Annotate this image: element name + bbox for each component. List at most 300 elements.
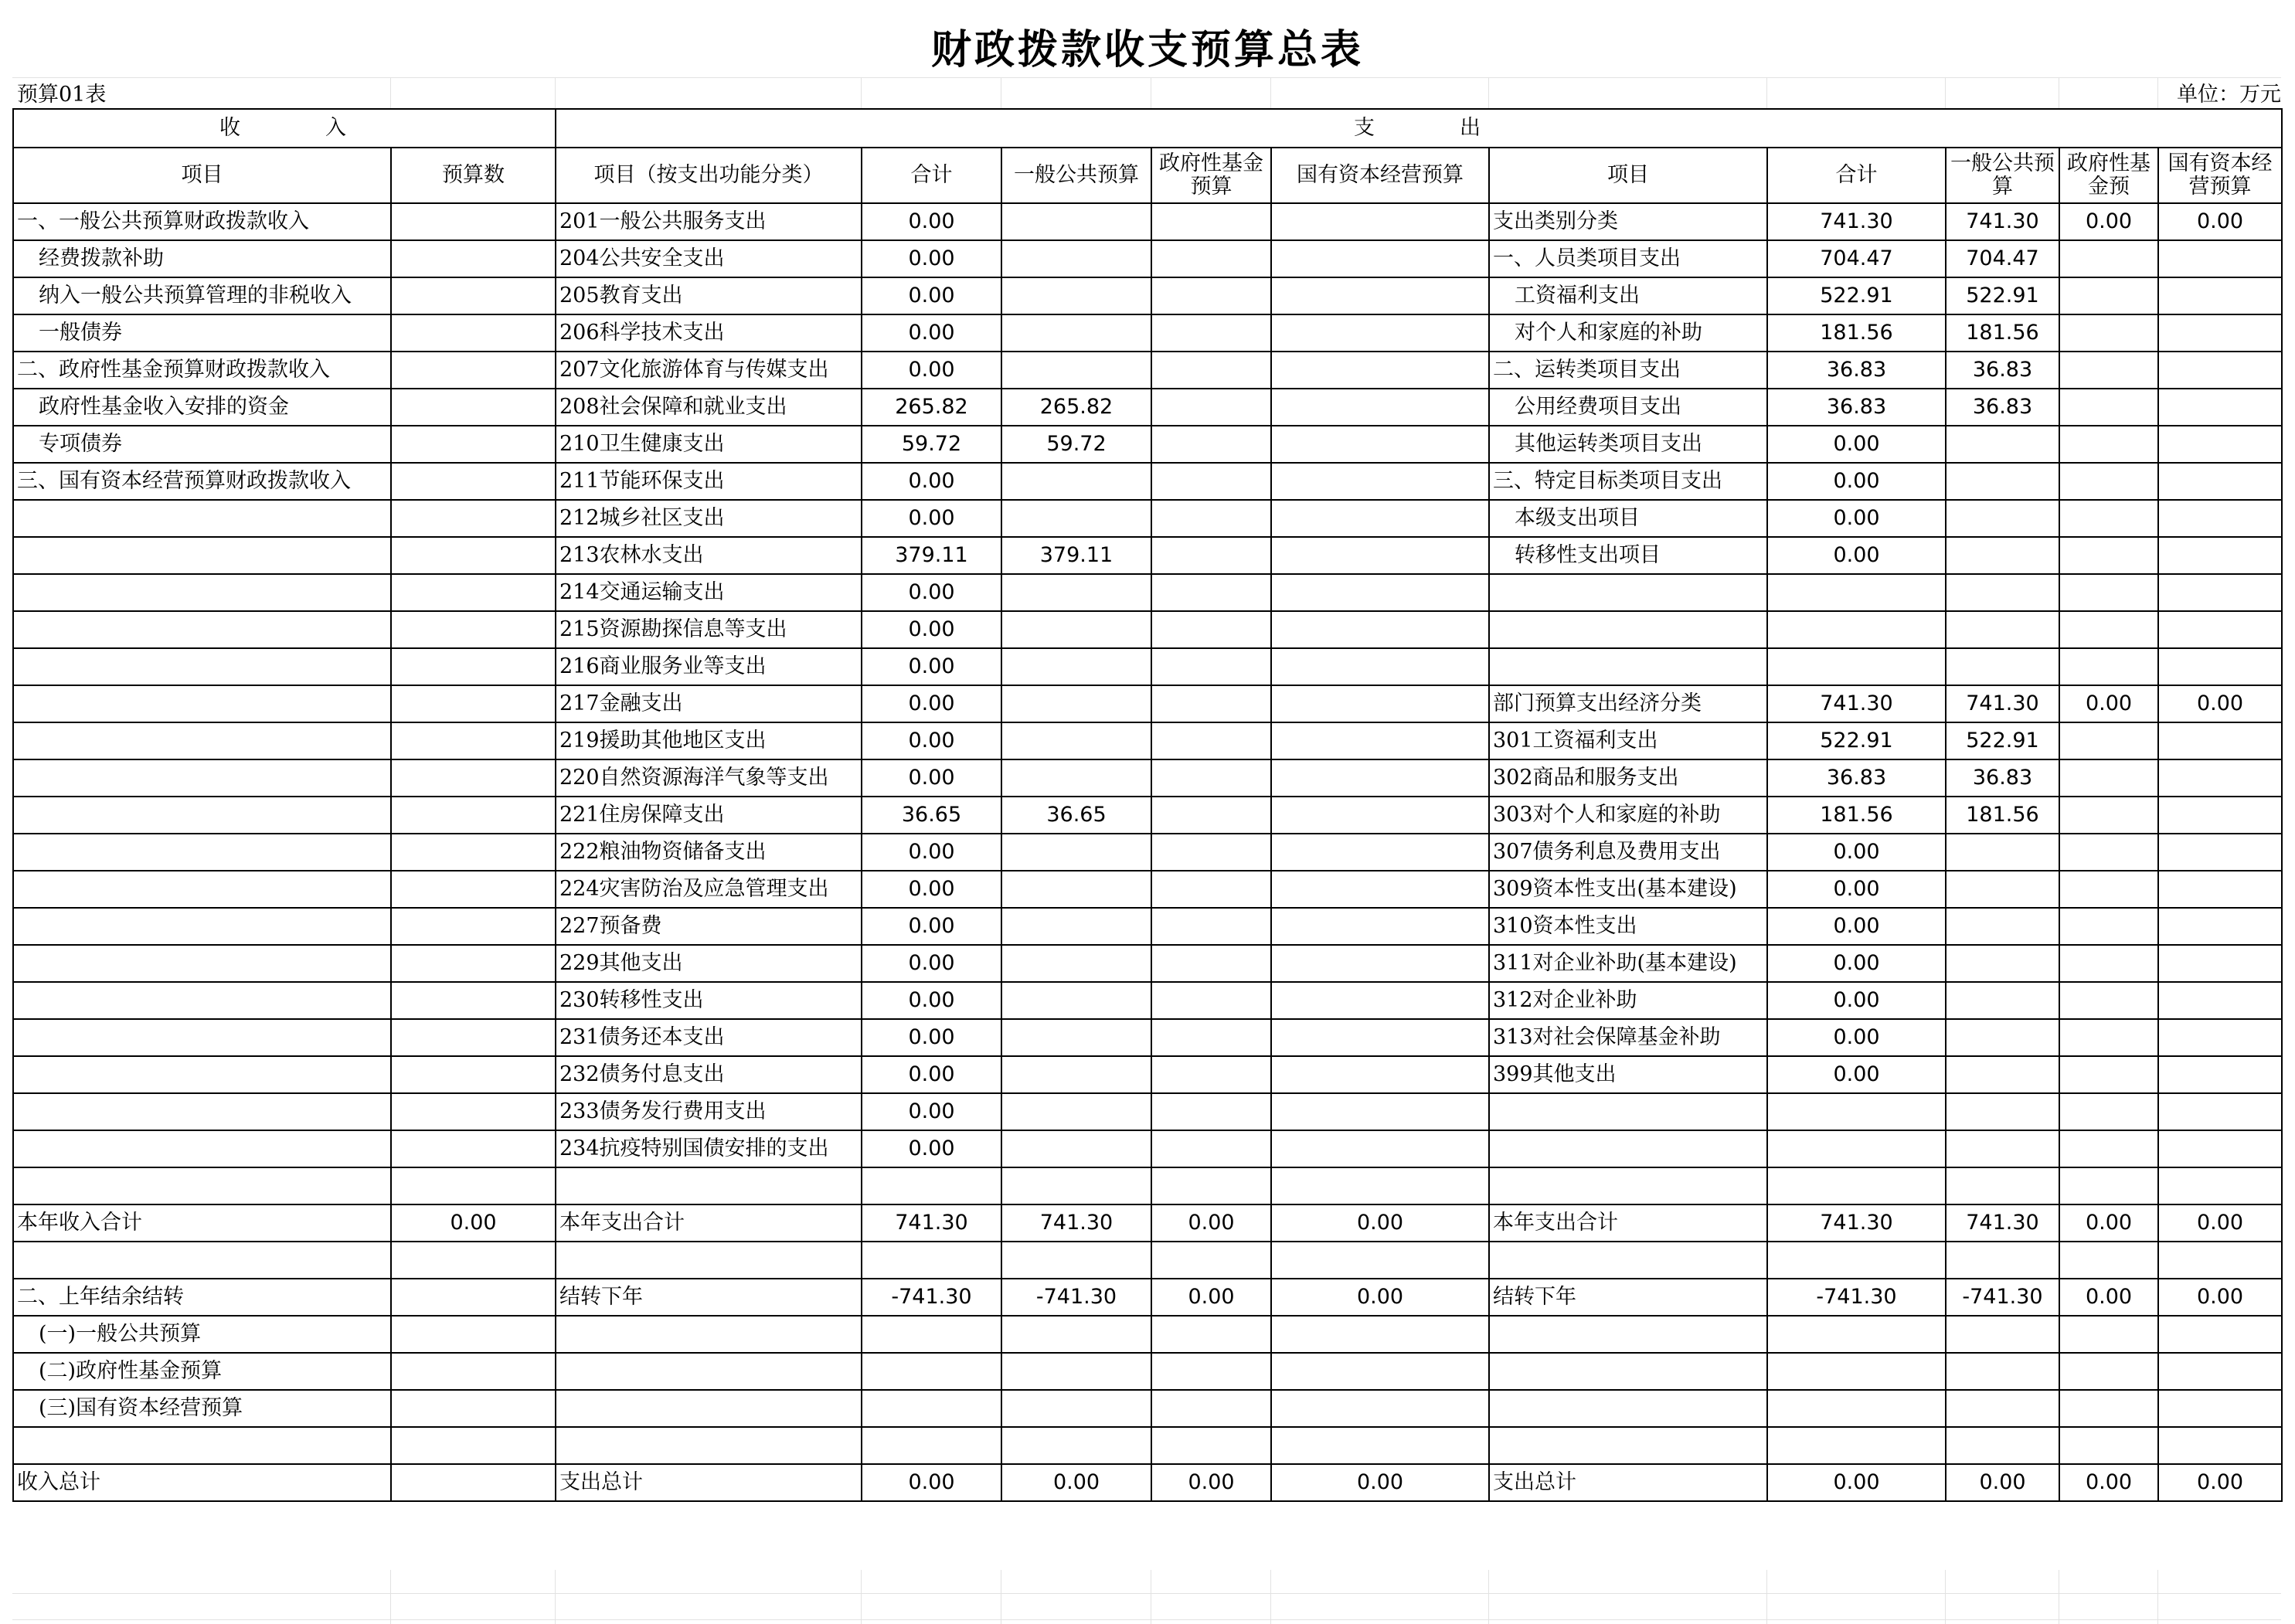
table-cell xyxy=(1151,426,1271,463)
table-cell: 0.00 xyxy=(862,759,1001,797)
table-cell: 213农林水支出 xyxy=(556,537,862,574)
table-cell xyxy=(1767,1167,1946,1204)
table-cell xyxy=(1946,1427,2059,1464)
table-cell: 229其他支出 xyxy=(556,945,862,982)
table-cell xyxy=(2059,1130,2158,1167)
table-cell xyxy=(1001,871,1151,908)
table-cell: 211节能环保支出 xyxy=(556,463,862,500)
table-cell xyxy=(1151,685,1271,722)
table-cell xyxy=(2059,1056,2158,1093)
table-cell: 232债务付息支出 xyxy=(556,1056,862,1093)
table-cell xyxy=(391,685,556,722)
table-cell xyxy=(391,1093,556,1130)
table-cell: 224灾害防治及应急管理支出 xyxy=(556,871,862,908)
table-cell: 工资福利支出 xyxy=(1489,277,1767,314)
table-cell xyxy=(2059,537,2158,574)
table-cell: -741.30 xyxy=(1767,1279,1946,1316)
table-row xyxy=(13,1316,2282,1353)
table-cell: 301工资福利支出 xyxy=(1489,722,1767,759)
table-cell: 本年支出合计 xyxy=(556,1204,862,1242)
table-cell xyxy=(1001,648,1151,685)
table-cell xyxy=(391,500,556,537)
table-row xyxy=(13,1019,2282,1056)
table-cell: 二、上年结余结转 xyxy=(13,1279,391,1316)
table-cell: 181.56 xyxy=(1946,797,2059,834)
table-cell xyxy=(556,1167,862,1204)
table-cell: 0.00 xyxy=(862,722,1001,759)
section-header-row xyxy=(13,109,2282,148)
table-cell xyxy=(1001,500,1151,537)
table-cell xyxy=(1767,611,1946,648)
table-cell xyxy=(391,1242,556,1279)
table-cell: 0.00 xyxy=(1767,537,1946,574)
table-cell xyxy=(1001,982,1151,1019)
table-cell: 0.00 xyxy=(862,611,1001,648)
table-cell: 212城乡社区支出 xyxy=(556,500,862,537)
table-cell: 0.00 xyxy=(1151,1204,1271,1242)
table-cell: 支出总计 xyxy=(556,1464,862,1501)
table-cell xyxy=(1001,240,1151,277)
table-cell: 部门预算支出经济分类 xyxy=(1489,685,1767,722)
table-cell xyxy=(1946,1353,2059,1390)
table-cell: 0.00 xyxy=(862,352,1001,389)
table-cell: 522.91 xyxy=(1946,722,2059,759)
table-cell: 三、特定目标类项目支出 xyxy=(1489,463,1767,500)
table-row xyxy=(13,982,2282,1019)
table-cell xyxy=(2158,722,2282,759)
table-cell xyxy=(13,871,391,908)
table-cell xyxy=(2059,759,2158,797)
table-cell xyxy=(2059,1316,2158,1353)
table-cell xyxy=(862,1316,1001,1353)
table-cell xyxy=(1001,203,1151,240)
table-cell xyxy=(1151,1167,1271,1204)
table-cell xyxy=(556,1316,862,1353)
table-cell xyxy=(2158,834,2282,871)
table-cell xyxy=(391,871,556,908)
table-cell: 231债务还本支出 xyxy=(556,1019,862,1056)
table-cell: 0.00 xyxy=(391,1204,556,1242)
table-cell xyxy=(1001,1019,1151,1056)
table-cell xyxy=(2059,463,2158,500)
table-cell: 一、一般公共预算财政拨款收入 xyxy=(13,203,391,240)
gridline xyxy=(2157,1570,2158,1624)
gridline xyxy=(2157,77,2158,108)
column-header-row xyxy=(13,148,2282,203)
table-cell xyxy=(2158,1316,2282,1353)
table-cell xyxy=(1489,1130,1767,1167)
table-cell xyxy=(1271,1093,1489,1130)
table-cell: 206科学技术支出 xyxy=(556,314,862,352)
table-cell xyxy=(391,277,556,314)
table-cell xyxy=(556,1427,862,1464)
table-cell xyxy=(1271,1019,1489,1056)
col-total: 合计 xyxy=(862,148,1001,203)
table-cell xyxy=(1271,1427,1489,1464)
table-cell: 本级支出项目 xyxy=(1489,500,1767,537)
gridline xyxy=(861,77,862,108)
table-cell xyxy=(391,759,556,797)
table-cell xyxy=(862,1167,1001,1204)
table-cell: 307债务利息及费用支出 xyxy=(1489,834,1767,871)
table-cell xyxy=(391,1316,556,1353)
table-cell xyxy=(391,352,556,389)
table-cell xyxy=(2059,389,2158,426)
table-cell xyxy=(391,1279,556,1316)
table-cell xyxy=(1001,945,1151,982)
gridline xyxy=(861,1570,862,1624)
table-cell: 政府性基金收入安排的资金 xyxy=(13,389,391,426)
table-cell: 207文化旅游体育与传媒支出 xyxy=(556,352,862,389)
table-cell xyxy=(862,1427,1001,1464)
table-cell xyxy=(391,908,556,945)
table-cell xyxy=(391,1427,556,1464)
table-cell: 201一般公共服务支出 xyxy=(556,203,862,240)
table-cell: 36.83 xyxy=(1946,352,2059,389)
table-cell xyxy=(13,1167,391,1204)
table-cell: 265.82 xyxy=(1001,389,1151,426)
table-cell xyxy=(1151,1427,1271,1464)
table-cell xyxy=(1767,1093,1946,1130)
col-exp-func-item: 项目（按支出功能分类） xyxy=(556,148,862,203)
table-cell xyxy=(2158,648,2282,685)
table-cell xyxy=(2158,871,2282,908)
gridline xyxy=(1270,77,1271,108)
table-cell xyxy=(1946,982,2059,1019)
table-cell xyxy=(391,1390,556,1427)
table-cell: 309资本性支出(基本建设) xyxy=(1489,871,1767,908)
table-cell: 本年支出合计 xyxy=(1489,1204,1767,1242)
table-cell: 36.83 xyxy=(1767,759,1946,797)
table-cell xyxy=(1489,1427,1767,1464)
table-cell: -741.30 xyxy=(862,1279,1001,1316)
table-cell xyxy=(391,797,556,834)
table-cell xyxy=(1151,352,1271,389)
table-row xyxy=(13,685,2282,722)
table-cell xyxy=(1946,611,2059,648)
table-cell xyxy=(13,1242,391,1279)
table-cell: 0.00 xyxy=(862,277,1001,314)
table-cell: 0.00 xyxy=(1271,1204,1489,1242)
col-exp-item: 项目 xyxy=(1489,148,1767,203)
gridline xyxy=(1766,1570,1767,1624)
table-cell xyxy=(2158,240,2282,277)
table-cell: 收入总计 xyxy=(13,1464,391,1501)
table-cell: 0.00 xyxy=(2158,1204,2282,1242)
table-cell xyxy=(391,389,556,426)
table-cell xyxy=(2158,1130,2282,1167)
table-cell xyxy=(1767,1316,1946,1353)
table-cell xyxy=(1151,574,1271,611)
table-cell: 379.11 xyxy=(862,537,1001,574)
table-cell xyxy=(1001,1427,1151,1464)
table-cell xyxy=(1489,1167,1767,1204)
table-cell: 0.00 xyxy=(862,871,1001,908)
table-cell: 214交通运输支出 xyxy=(556,574,862,611)
table-cell: 36.65 xyxy=(1001,797,1151,834)
table-cell xyxy=(2059,1019,2158,1056)
table-cell: 220自然资源海洋气象等支出 xyxy=(556,759,862,797)
table-cell xyxy=(2158,1390,2282,1427)
table-cell xyxy=(2158,1093,2282,1130)
table-cell xyxy=(1489,1316,1767,1353)
table-cell: 181.56 xyxy=(1767,314,1946,352)
table-cell: 0.00 xyxy=(1767,982,1946,1019)
table-cell: 经费拨款补助 xyxy=(13,240,391,277)
table-cell: 36.83 xyxy=(1946,759,2059,797)
table-cell xyxy=(13,500,391,537)
table-cell xyxy=(862,1353,1001,1390)
table-cell xyxy=(1946,1056,2059,1093)
table-cell: 522.91 xyxy=(1767,722,1946,759)
table-row xyxy=(13,871,2282,908)
gridline xyxy=(1766,77,1767,108)
table-cell: 216商业服务业等支出 xyxy=(556,648,862,685)
table-cell: 对个人和家庭的补助 xyxy=(1489,314,1767,352)
table-cell: 0.00 xyxy=(2158,1464,2282,1501)
table-row xyxy=(13,277,2282,314)
table-cell: 233债务发行费用支出 xyxy=(556,1093,862,1130)
table-cell: 210卫生健康支出 xyxy=(556,426,862,463)
table-row xyxy=(13,722,2282,759)
table-cell xyxy=(1271,426,1489,463)
table-cell: 741.30 xyxy=(1001,1204,1151,1242)
table-cell xyxy=(13,834,391,871)
table-cell: 公用经费项目支出 xyxy=(1489,389,1767,426)
table-cell: 0.00 xyxy=(862,1056,1001,1093)
table-cell: 0.00 xyxy=(862,834,1001,871)
table-cell xyxy=(391,1130,556,1167)
section-expense: 支出 xyxy=(556,109,2282,148)
table-cell xyxy=(2158,352,2282,389)
table-cell xyxy=(1001,463,1151,500)
table-cell xyxy=(1001,759,1151,797)
table-cell xyxy=(13,648,391,685)
table-cell xyxy=(1001,352,1151,389)
table-cell xyxy=(1946,648,2059,685)
table-cell xyxy=(13,722,391,759)
table-cell xyxy=(2158,611,2282,648)
table-cell xyxy=(2158,314,2282,352)
table-cell xyxy=(1151,1242,1271,1279)
table-cell xyxy=(1946,1019,2059,1056)
table-cell: -741.30 xyxy=(1946,1279,2059,1316)
gridline xyxy=(12,1619,2281,1620)
table-cell xyxy=(1151,1093,1271,1130)
table-cell xyxy=(2059,1427,2158,1464)
table-cell xyxy=(2158,426,2282,463)
table-cell: 0.00 xyxy=(1946,1464,2059,1501)
table-row xyxy=(13,574,2282,611)
table-cell xyxy=(391,1056,556,1093)
table-cell xyxy=(1271,1056,1489,1093)
table-row xyxy=(13,1427,2282,1464)
table-cell xyxy=(391,426,556,463)
table-cell xyxy=(1271,1390,1489,1427)
table-cell: 227预备费 xyxy=(556,908,862,945)
table-cell xyxy=(2158,1167,2282,1204)
table-cell xyxy=(13,1130,391,1167)
table-cell xyxy=(1946,537,2059,574)
table-cell xyxy=(1767,648,1946,685)
table-cell: 741.30 xyxy=(1946,685,2059,722)
table-cell: 转移性支出项目 xyxy=(1489,537,1767,574)
table-cell xyxy=(1151,1130,1271,1167)
table-cell: 379.11 xyxy=(1001,537,1151,574)
table-cell: 36.65 xyxy=(862,797,1001,834)
table-cell xyxy=(1489,574,1767,611)
table-cell xyxy=(2158,945,2282,982)
col-gov-fund2: 政府性基金预 xyxy=(2059,148,2158,203)
table-cell: 支出总计 xyxy=(1489,1464,1767,1501)
table-cell: 0.00 xyxy=(2158,203,2282,240)
table-cell xyxy=(391,722,556,759)
table-cell xyxy=(2059,1093,2158,1130)
table-cell xyxy=(2158,500,2282,537)
table-cell: 二、运转类项目支出 xyxy=(1489,352,1767,389)
table-cell xyxy=(1946,500,2059,537)
table-cell xyxy=(1151,797,1271,834)
table-cell: 纳入一般公共预算管理的非税收入 xyxy=(13,277,391,314)
table-row xyxy=(13,1390,2282,1427)
table-cell xyxy=(13,1427,391,1464)
table-cell xyxy=(1271,982,1489,1019)
table-cell: 0.00 xyxy=(1767,834,1946,871)
table-row xyxy=(13,759,2282,797)
table-cell xyxy=(1271,314,1489,352)
table-cell: 741.30 xyxy=(1946,203,2059,240)
table-cell xyxy=(391,982,556,1019)
table-cell: 0.00 xyxy=(1271,1279,1489,1316)
table-row xyxy=(13,1056,2282,1093)
table-cell: 0.00 xyxy=(1767,1019,1946,1056)
table-cell xyxy=(1151,982,1271,1019)
table-cell: 741.30 xyxy=(1767,685,1946,722)
table-cell xyxy=(2059,1390,2158,1427)
gridline xyxy=(12,1593,2281,1594)
table-cell: 222粮油物资储备支出 xyxy=(556,834,862,871)
table-cell xyxy=(1767,1353,1946,1390)
table-cell xyxy=(1271,463,1489,500)
table-cell: 741.30 xyxy=(1946,1204,2059,1242)
gridline xyxy=(1488,77,1489,108)
table-cell: 204公共安全支出 xyxy=(556,240,862,277)
table-cell: 0.00 xyxy=(1001,1464,1151,1501)
table-cell: 741.30 xyxy=(1767,1204,1946,1242)
table-cell xyxy=(556,1390,862,1427)
table-cell xyxy=(2158,574,2282,611)
col-income-item: 项目 xyxy=(13,148,391,203)
table-cell: 0.00 xyxy=(1151,1464,1271,1501)
table-cell: 0.00 xyxy=(862,240,1001,277)
table-row xyxy=(13,389,2282,426)
table-cell xyxy=(1001,277,1151,314)
table-cell: 0.00 xyxy=(2059,1204,2158,1242)
col-state-capital2: 国有资本经营预算 xyxy=(2158,148,2282,203)
table-row xyxy=(13,1279,2282,1316)
table-cell xyxy=(2158,982,2282,1019)
table-cell xyxy=(1001,908,1151,945)
table-cell xyxy=(1489,1353,1767,1390)
table-cell xyxy=(1271,1242,1489,1279)
table-cell xyxy=(2158,463,2282,500)
table-cell xyxy=(2059,240,2158,277)
table-cell xyxy=(2059,871,2158,908)
table-cell xyxy=(1001,1242,1151,1279)
table-cell xyxy=(556,1242,862,1279)
table-cell xyxy=(1946,1093,2059,1130)
table-cell: 59.72 xyxy=(1001,426,1151,463)
table-cell: 支出类别分类 xyxy=(1489,203,1767,240)
table-cell xyxy=(1271,500,1489,537)
table-cell xyxy=(1001,834,1151,871)
table-cell xyxy=(1271,834,1489,871)
table-cell xyxy=(391,1167,556,1204)
table-cell xyxy=(1271,759,1489,797)
gridline xyxy=(390,1570,391,1624)
table-cell xyxy=(1151,945,1271,982)
table-cell xyxy=(391,611,556,648)
table-cell: 36.83 xyxy=(1767,389,1946,426)
table-cell: 0.00 xyxy=(862,500,1001,537)
table-cell xyxy=(1271,537,1489,574)
table-cell: 312对企业补助 xyxy=(1489,982,1767,1019)
table-cell xyxy=(1151,871,1271,908)
table-cell xyxy=(2158,1427,2282,1464)
table-cell: 59.72 xyxy=(862,426,1001,463)
table-row xyxy=(13,1242,2282,1279)
table-cell: 0.00 xyxy=(2059,203,2158,240)
table-cell xyxy=(1946,871,2059,908)
table-cell: 0.00 xyxy=(2158,1279,2282,1316)
table-cell xyxy=(1151,834,1271,871)
table-cell xyxy=(1151,277,1271,314)
table-cell: 0.00 xyxy=(862,203,1001,240)
table-cell: 0.00 xyxy=(862,574,1001,611)
gridline xyxy=(1945,77,1946,108)
table-cell: 181.56 xyxy=(1946,314,2059,352)
table-cell xyxy=(1271,648,1489,685)
table-cell: 0.00 xyxy=(862,982,1001,1019)
table-cell: 0.00 xyxy=(862,908,1001,945)
table-cell xyxy=(1946,574,2059,611)
table-cell xyxy=(2158,277,2282,314)
table-cell: 741.30 xyxy=(1767,203,1946,240)
table-cell xyxy=(1271,1130,1489,1167)
table-cell xyxy=(391,1353,556,1390)
table-cell xyxy=(1151,500,1271,537)
table-cell: 741.30 xyxy=(862,1204,1001,1242)
table-cell: 0.00 xyxy=(862,463,1001,500)
table-cell: 一般债券 xyxy=(13,314,391,352)
table-cell: 399其他支出 xyxy=(1489,1056,1767,1093)
table-cell xyxy=(1001,1353,1151,1390)
table-row xyxy=(13,314,2282,352)
table-row xyxy=(13,834,2282,871)
table-cell: 265.82 xyxy=(862,389,1001,426)
table-cell xyxy=(13,759,391,797)
table-cell xyxy=(2059,982,2158,1019)
table-cell xyxy=(1151,908,1271,945)
table-cell xyxy=(13,537,391,574)
table-cell xyxy=(13,574,391,611)
table-cell: 0.00 xyxy=(2059,1464,2158,1501)
table-cell xyxy=(2158,797,2282,834)
table-cell: 0.00 xyxy=(862,1130,1001,1167)
table-cell xyxy=(1489,611,1767,648)
table-cell xyxy=(1489,648,1767,685)
table-cell xyxy=(391,314,556,352)
